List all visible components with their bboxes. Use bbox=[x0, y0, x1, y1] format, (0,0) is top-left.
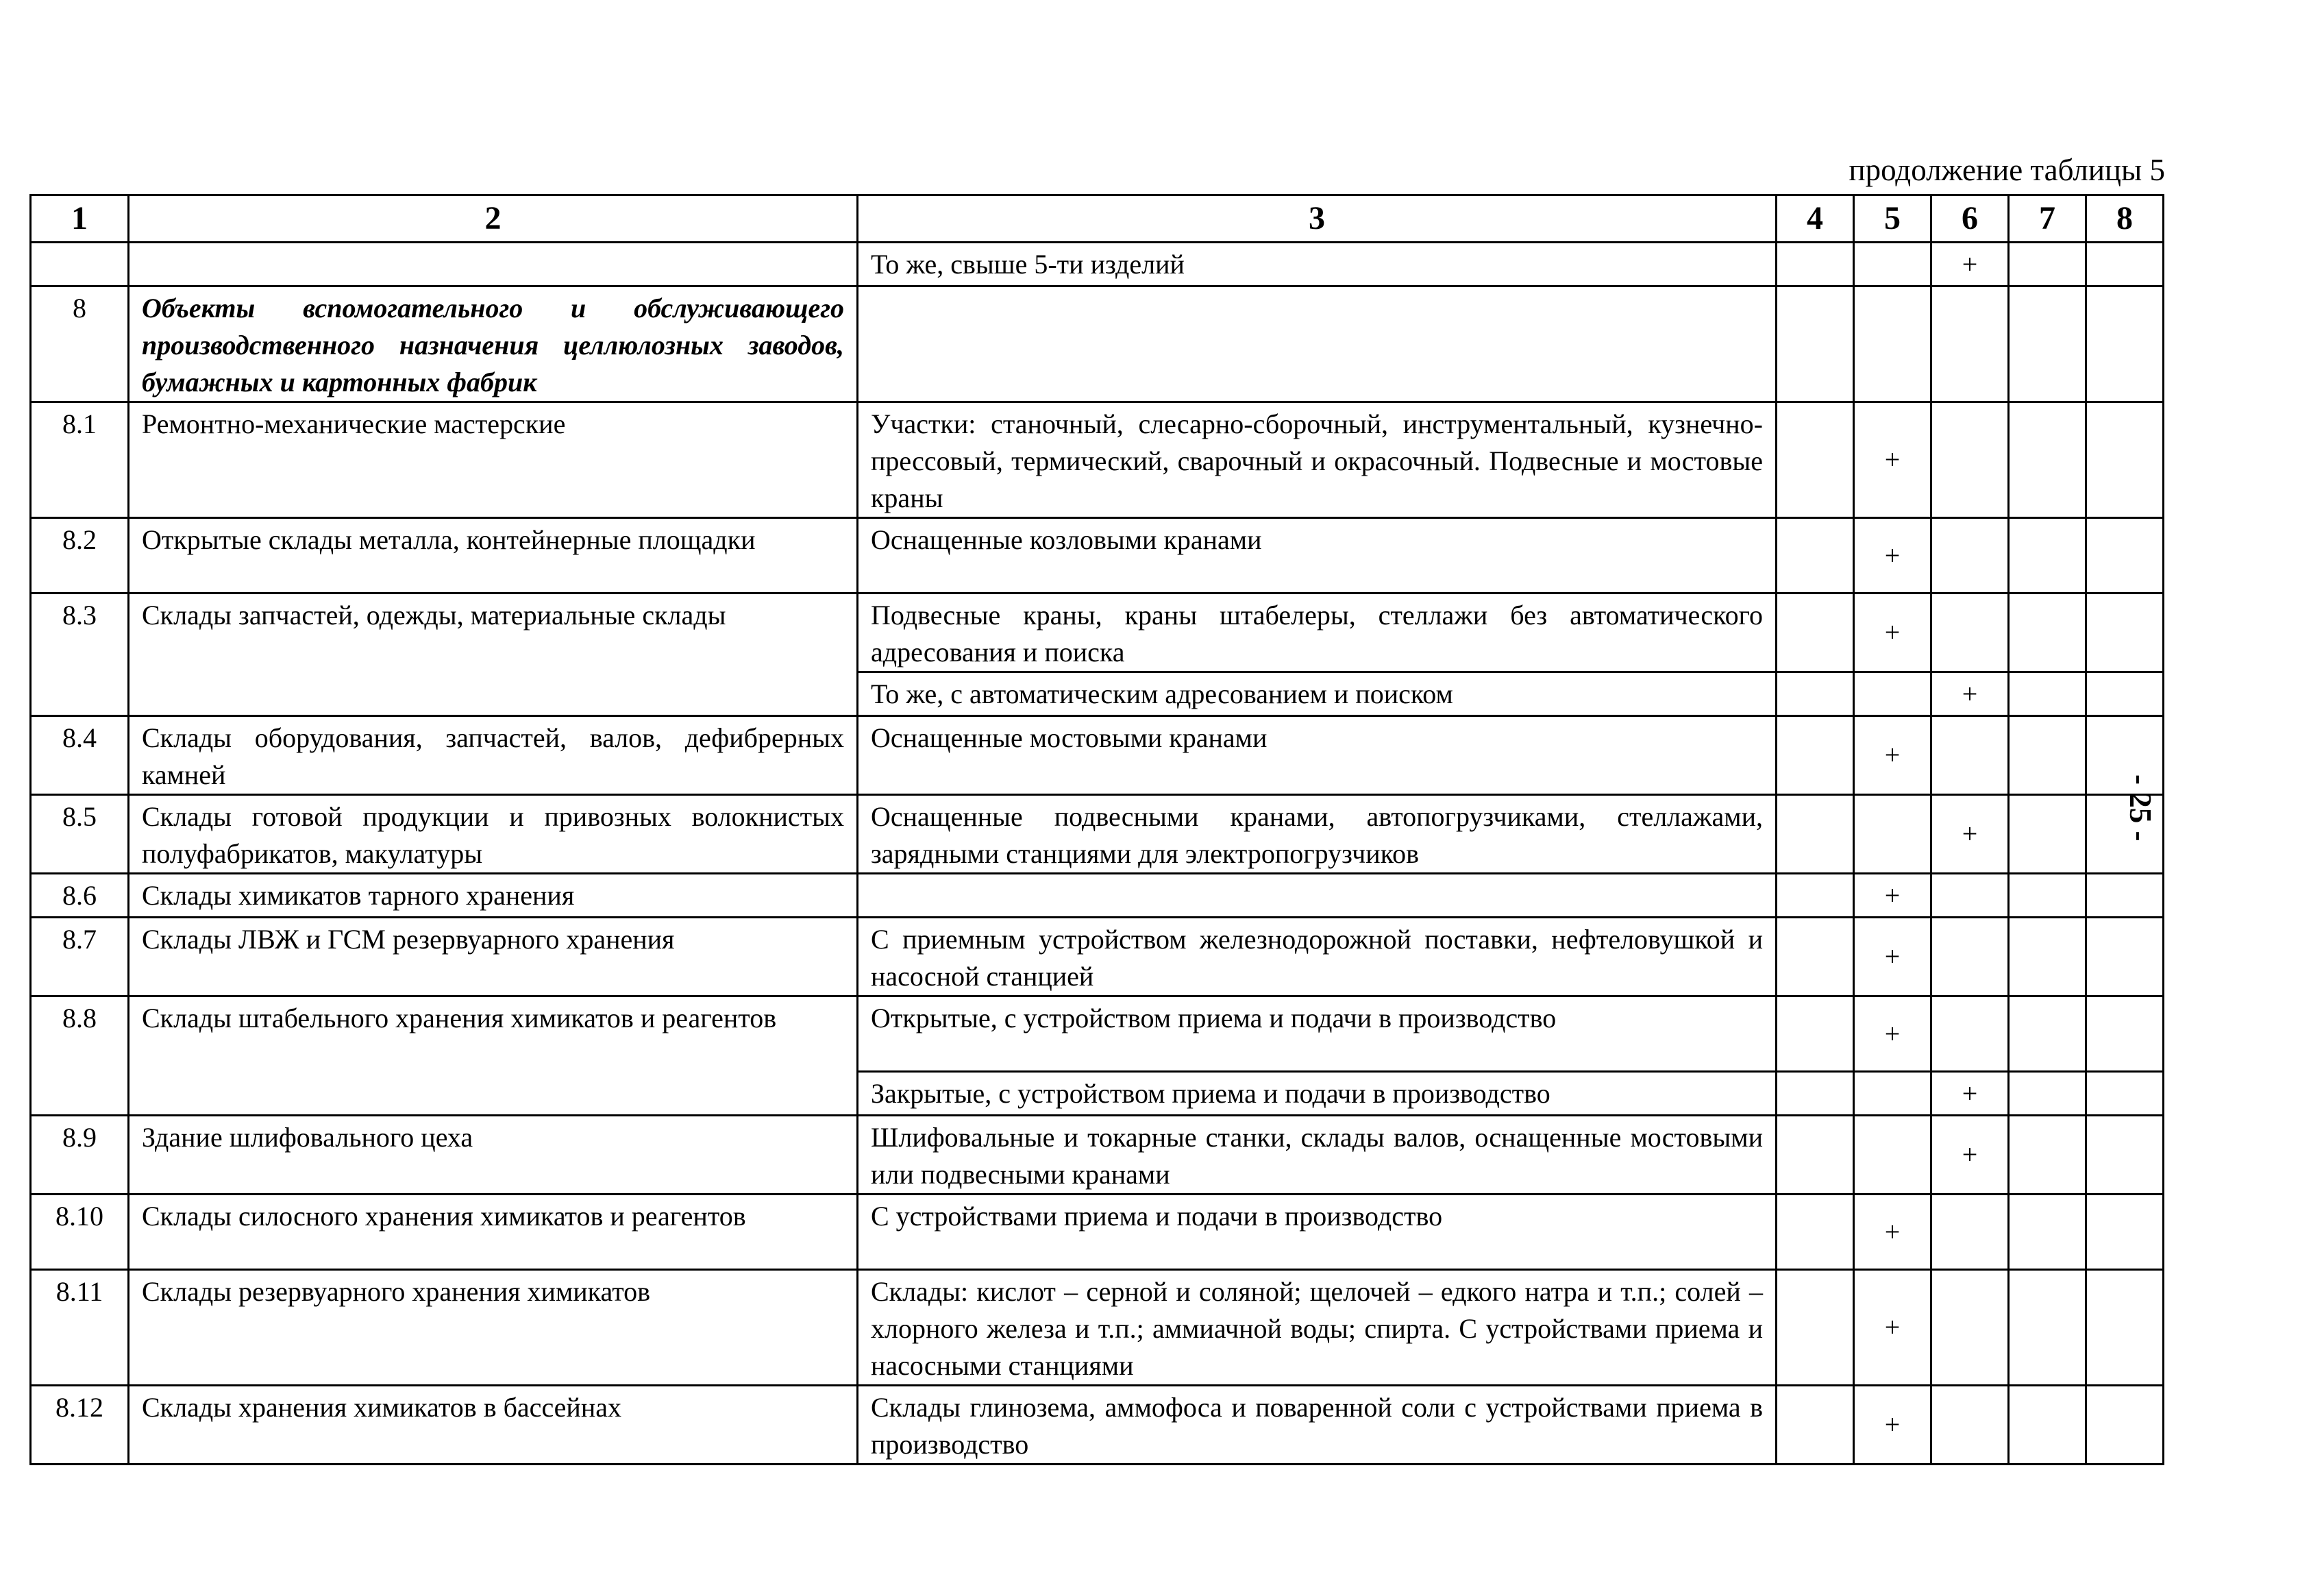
table-row bbox=[31, 1195, 2164, 1270]
mark-cell-col4 bbox=[1777, 996, 1854, 1072]
plus-mark: + bbox=[1854, 996, 1931, 1072]
mark-cell-col5 bbox=[1854, 672, 1931, 716]
group-header-row bbox=[31, 286, 2164, 402]
object-name-cell: Ремонтно-механические мастерские bbox=[129, 402, 858, 518]
plus-mark: + bbox=[1931, 672, 2009, 716]
table-row bbox=[31, 1270, 2164, 1386]
row-number-cell: 8.9 bbox=[31, 1116, 129, 1195]
plus-mark: + bbox=[1854, 874, 1931, 918]
object-name-cell: Склады оборудования, запчастей, валов, дефибрерных камней bbox=[129, 716, 858, 795]
description-cell: Склады: кислот – серной и соляной; щелочей – едкого натра и т.п.; солей – хлорного железа и т.п.; аммиачной воды; спирта. С устройствами приема и насосными станциями bbox=[858, 1270, 1777, 1386]
column-header: 4 bbox=[1777, 195, 1854, 243]
plus-mark: + bbox=[1931, 1116, 2009, 1195]
row-number-cell: 8.1 bbox=[31, 402, 129, 518]
description-cell: Подвесные краны, краны штабелеры, стеллажи без автоматического адресования и поиска bbox=[858, 593, 1777, 672]
plus-mark: + bbox=[1854, 1270, 1931, 1386]
mark-cell-col5 bbox=[1854, 1116, 1931, 1195]
object-name-cell: Склады запчастей, одежды, материальные склады bbox=[129, 593, 858, 716]
description-cell: Оснащенные подвесными кранами, автопогрузчиками, стеллажами, зарядными станциями для электропогрузчиков bbox=[858, 795, 1777, 874]
table-header-row bbox=[31, 195, 2164, 243]
mark-cell-col4 bbox=[1777, 918, 1854, 996]
mark-cell-col7 bbox=[2009, 1072, 2086, 1116]
mark-cell-col6 bbox=[1931, 716, 2009, 795]
mark-cell-col8 bbox=[2086, 243, 2164, 286]
description-cell: С приемным устройством железнодорожной поставки, нефтеловушкой и насосной станцией bbox=[858, 918, 1777, 996]
column-header: 8 bbox=[2086, 195, 2164, 243]
column-header: 1 bbox=[31, 195, 129, 243]
table-row bbox=[31, 1116, 2164, 1195]
table-row bbox=[31, 243, 2164, 286]
mark-cell-col4 bbox=[1777, 1386, 1854, 1465]
data-table bbox=[29, 194, 2164, 1465]
mark-cell-col4 bbox=[1777, 874, 1854, 918]
row-number-cell: 8.3 bbox=[31, 593, 129, 716]
object-name-cell: Объекты вспомогательного и обслуживающего производственного назначения целлюлозных заводов, бумажных и картонных фабрик bbox=[129, 286, 858, 402]
mark-cell-col4 bbox=[1777, 1270, 1854, 1386]
plus-mark: + bbox=[1931, 243, 2009, 286]
mark-cell-col8 bbox=[2086, 518, 2164, 593]
description-cell: Шлифовальные и токарные станки, склады валов, оснащенные мостовыми или подвесными кранами bbox=[858, 1116, 1777, 1195]
table-row bbox=[31, 593, 2164, 672]
mark-cell-col5 bbox=[1854, 795, 1931, 874]
column-header: 6 bbox=[1931, 195, 2009, 243]
mark-cell-col4 bbox=[1777, 593, 1854, 672]
mark-cell-col8 bbox=[2086, 402, 2164, 518]
plus-mark: + bbox=[1854, 518, 1931, 593]
table-row bbox=[31, 716, 2164, 795]
description-cell: То же, свыше 5-ти изделий bbox=[858, 243, 1777, 286]
mark-cell-col7 bbox=[2009, 874, 2086, 918]
row-number-cell bbox=[31, 243, 129, 286]
mark-cell-col6 bbox=[1931, 996, 2009, 1072]
table-row bbox=[31, 795, 2164, 874]
mark-cell-col6 bbox=[1931, 918, 2009, 996]
mark-cell-col5 bbox=[1854, 243, 1931, 286]
description-cell bbox=[858, 286, 1777, 402]
mark-cell-col7 bbox=[2009, 518, 2086, 593]
mark-cell-col7 bbox=[2009, 1116, 2086, 1195]
object-name-cell: Склады резервуарного хранения химикатов bbox=[129, 1270, 858, 1386]
mark-cell-col7 bbox=[2009, 1386, 2086, 1465]
row-number-cell: 8 bbox=[31, 286, 129, 402]
object-name-cell: Склады штабельного хранения химикатов и реагентов bbox=[129, 996, 858, 1116]
description-cell: Оснащенные козловыми кранами bbox=[858, 518, 1777, 593]
mark-cell-col8 bbox=[2086, 1386, 2164, 1465]
description-cell: Открытые, с устройством приема и подачи в производство bbox=[858, 996, 1777, 1072]
object-name-cell: Здание шлифовального цеха bbox=[129, 1116, 858, 1195]
table-row bbox=[31, 1386, 2164, 1465]
mark-cell-col7 bbox=[2009, 996, 2086, 1072]
plus-mark: + bbox=[1854, 402, 1931, 518]
table-row bbox=[31, 402, 2164, 518]
row-number-cell: 8.5 bbox=[31, 795, 129, 874]
mark-cell-col7 bbox=[2009, 286, 2086, 402]
row-number-cell: 8.12 bbox=[31, 1386, 129, 1465]
mark-cell-col8 bbox=[2086, 874, 2164, 918]
mark-cell-col4 bbox=[1777, 402, 1854, 518]
object-name-cell bbox=[129, 243, 858, 286]
table-row bbox=[31, 996, 2164, 1072]
page-number: - 25 - bbox=[2123, 774, 2158, 842]
mark-cell-col6 bbox=[1931, 593, 2009, 672]
mark-cell-col6 bbox=[1931, 1386, 2009, 1465]
row-number-cell: 8.6 bbox=[31, 874, 129, 918]
mark-cell-col8 bbox=[2086, 593, 2164, 672]
row-number-cell: 8.2 bbox=[31, 518, 129, 593]
object-name-cell: Склады хранения химикатов в бассейнах bbox=[129, 1386, 858, 1465]
mark-cell-col4 bbox=[1777, 1116, 1854, 1195]
mark-cell-col7 bbox=[2009, 402, 2086, 518]
mark-cell-col7 bbox=[2009, 795, 2086, 874]
row-number-cell: 8.11 bbox=[31, 1270, 129, 1386]
plus-mark: + bbox=[1854, 1386, 1931, 1465]
table-row bbox=[31, 518, 2164, 593]
plus-mark: + bbox=[1931, 795, 2009, 874]
description-cell: Оснащенные мостовыми кранами bbox=[858, 716, 1777, 795]
mark-cell-col8 bbox=[2086, 1072, 2164, 1116]
mark-cell-col4 bbox=[1777, 286, 1854, 402]
mark-cell-col4 bbox=[1777, 1195, 1854, 1270]
object-name-cell: Склады ЛВЖ и ГСМ резервуарного хранения bbox=[129, 918, 858, 996]
column-header: 5 bbox=[1854, 195, 1931, 243]
description-cell: Закрытые, с устройством приема и подачи в производство bbox=[858, 1072, 1777, 1116]
description-cell bbox=[858, 874, 1777, 918]
mark-cell-col8 bbox=[2086, 286, 2164, 402]
row-number-cell: 8.8 bbox=[31, 996, 129, 1116]
table-continuation-note: продолжение таблицы 5 bbox=[1849, 153, 2165, 187]
plus-mark: + bbox=[1854, 716, 1931, 795]
mark-cell-col8 bbox=[2086, 795, 2164, 874]
mark-cell-col7 bbox=[2009, 243, 2086, 286]
description-cell: Склады глинозема, аммофоса и поваренной соли с устройствами приема в производство bbox=[858, 1386, 1777, 1465]
mark-cell-col6 bbox=[1931, 402, 2009, 518]
row-number-cell: 8.10 bbox=[31, 1195, 129, 1270]
mark-cell-col4 bbox=[1777, 518, 1854, 593]
column-header: 3 bbox=[858, 195, 1777, 243]
mark-cell-col8 bbox=[2086, 672, 2164, 716]
description-cell: С устройствами приема и подачи в производство bbox=[858, 1195, 1777, 1270]
mark-cell-col6 bbox=[1931, 874, 2009, 918]
mark-cell-col4 bbox=[1777, 1072, 1854, 1116]
mark-cell-col6 bbox=[1931, 286, 2009, 402]
plus-mark: + bbox=[1854, 593, 1931, 672]
mark-cell-col7 bbox=[2009, 593, 2086, 672]
mark-cell-col8 bbox=[2086, 1270, 2164, 1386]
mark-cell-col4 bbox=[1777, 243, 1854, 286]
mark-cell-col4 bbox=[1777, 795, 1854, 874]
row-number-cell: 8.7 bbox=[31, 918, 129, 996]
row-number-cell: 8.4 bbox=[31, 716, 129, 795]
mark-cell-col7 bbox=[2009, 1195, 2086, 1270]
object-name-cell: Склады силосного хранения химикатов и реагентов bbox=[129, 1195, 858, 1270]
mark-cell-col5 bbox=[1854, 1072, 1931, 1116]
mark-cell-col8 bbox=[2086, 716, 2164, 795]
mark-cell-col6 bbox=[1931, 518, 2009, 593]
mark-cell-col7 bbox=[2009, 918, 2086, 996]
mark-cell-col6 bbox=[1931, 1195, 2009, 1270]
column-header: 7 bbox=[2009, 195, 2086, 243]
mark-cell-col8 bbox=[2086, 1195, 2164, 1270]
object-name-cell: Открытые склады металла, контейнерные площадки bbox=[129, 518, 858, 593]
mark-cell-col7 bbox=[2009, 672, 2086, 716]
table-row bbox=[31, 874, 2164, 918]
mark-cell-col7 bbox=[2009, 716, 2086, 795]
description-cell: Участки: станочный, слесарно-сборочный, инструментальный, кузнечно-прессовый, термический, сварочный и окрасочный. Подвесные и мостовые краны bbox=[858, 402, 1777, 518]
mark-cell-col8 bbox=[2086, 996, 2164, 1072]
plus-mark: + bbox=[1854, 1195, 1931, 1270]
column-header: 2 bbox=[129, 195, 858, 243]
mark-cell-col5 bbox=[1854, 286, 1931, 402]
table-row bbox=[31, 918, 2164, 996]
mark-cell-col4 bbox=[1777, 716, 1854, 795]
plus-mark: + bbox=[1931, 1072, 2009, 1116]
plus-mark: + bbox=[1854, 918, 1931, 996]
table-body bbox=[31, 195, 2164, 1465]
mark-cell-col6 bbox=[1931, 1270, 2009, 1386]
mark-cell-col4 bbox=[1777, 672, 1854, 716]
mark-cell-col8 bbox=[2086, 1116, 2164, 1195]
mark-cell-col8 bbox=[2086, 918, 2164, 996]
object-name-cell: Склады готовой продукции и привозных волокнистых полуфабрикатов, макулатуры bbox=[129, 795, 858, 874]
description-cell: То же, с автоматическим адресованием и поиском bbox=[858, 672, 1777, 716]
object-name-cell: Склады химикатов тарного хранения bbox=[129, 874, 858, 918]
mark-cell-col7 bbox=[2009, 1270, 2086, 1386]
